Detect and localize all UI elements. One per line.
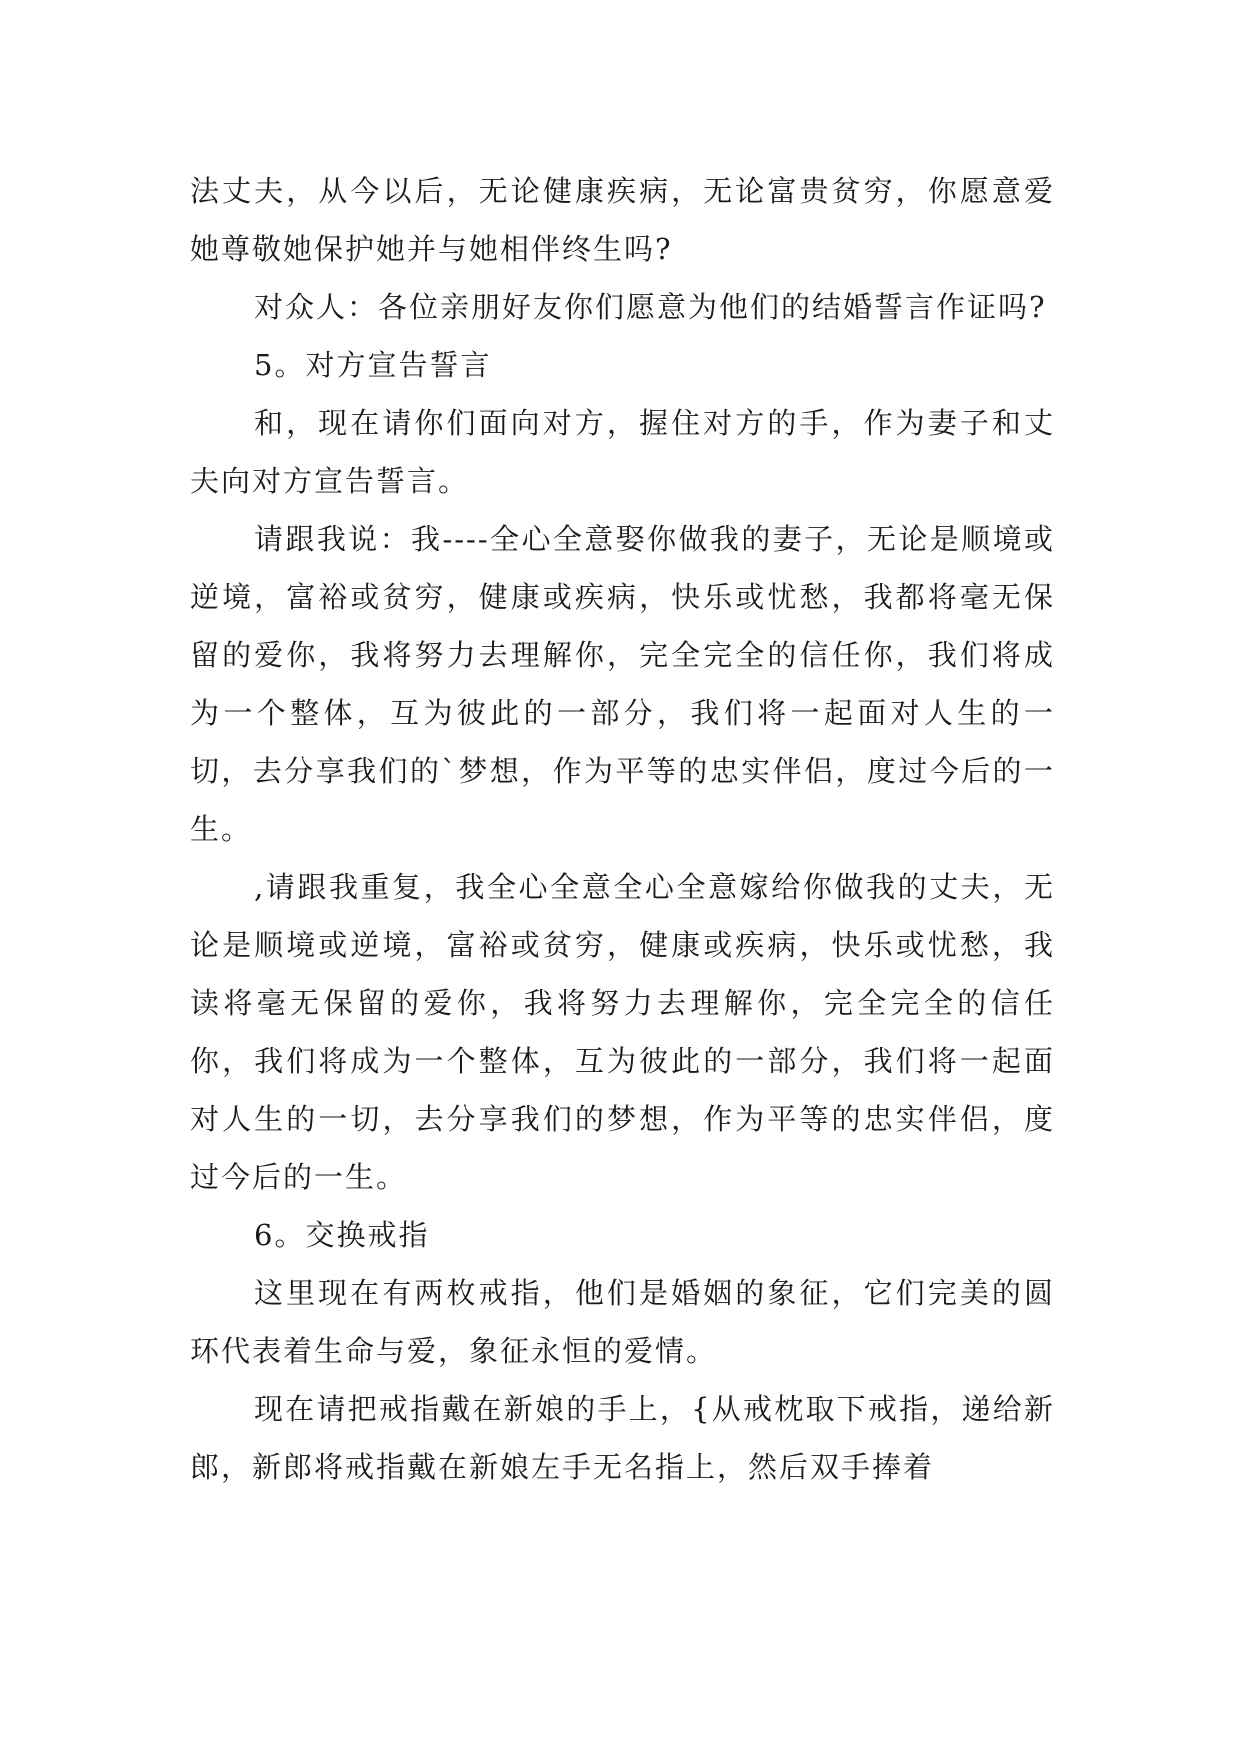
paragraph-bride-vow: ,请跟我重复，我全心全意全心全意嫁给你做我的丈夫，无论是顺境或逆境，富裕或贫穷，健康或疾病，快乐或忧愁，我读将毫无保留的爱你，我将努力去理解你，完全完全的信任你，我们将成为一个整体，互为彼此的一部分，我们将一起面对人生的一切，去分享我们的梦想，作为平等的忠实伴侣，度过今后的一生。: [190, 870, 1055, 1194]
section-heading-rings: 6。交换戒指: [254, 1218, 430, 1252]
paragraph-witness-question: 对众人：各位亲朋好友你们愿意为他们的结婚誓言作证吗?: [254, 290, 1047, 324]
section-heading-vows: 5。对方宣告誓言: [254, 348, 492, 382]
paragraph-vow-intro: 和，现在请你们面向对方，握住对方的手，作为妻子和丈夫向对方宣告誓言。: [190, 406, 1055, 498]
paragraph-vow-continuation: 法丈夫，从今以后，无论健康疾病，无论富贵贫穷，你愿意爱她尊敬她保护她并与她相伴终生吗?: [190, 174, 1055, 266]
paragraph-rings-symbol: 这里现在有两枚戒指，他们是婚姻的象征，它们完美的圆环代表着生命与爱，象征永恒的爱情。: [190, 1276, 1055, 1368]
paragraph-groom-vow: 请跟我说：我----全心全意娶你做我的妻子，无论是顺境或逆境，富裕或贫穷，健康或疾病，快乐或忧愁，我都将毫无保留的爱你，我将努力去理解你，完全完全的信任你，我们将成为一个整体，互为彼此的一部分，我们将一起面对人生的一切，去分享我们的`梦想，作为平等的忠实伴侣，度过今后的一生。: [190, 522, 1055, 846]
document-body: [190, 162, 1055, 1496]
paragraph-ring-exchange: 现在请把戒指戴在新娘的手上，{从戒枕取下戒指，递给新郎，新郎将戒指戴在新娘左手无名指上，然后双手捧着: [190, 1392, 1055, 1484]
